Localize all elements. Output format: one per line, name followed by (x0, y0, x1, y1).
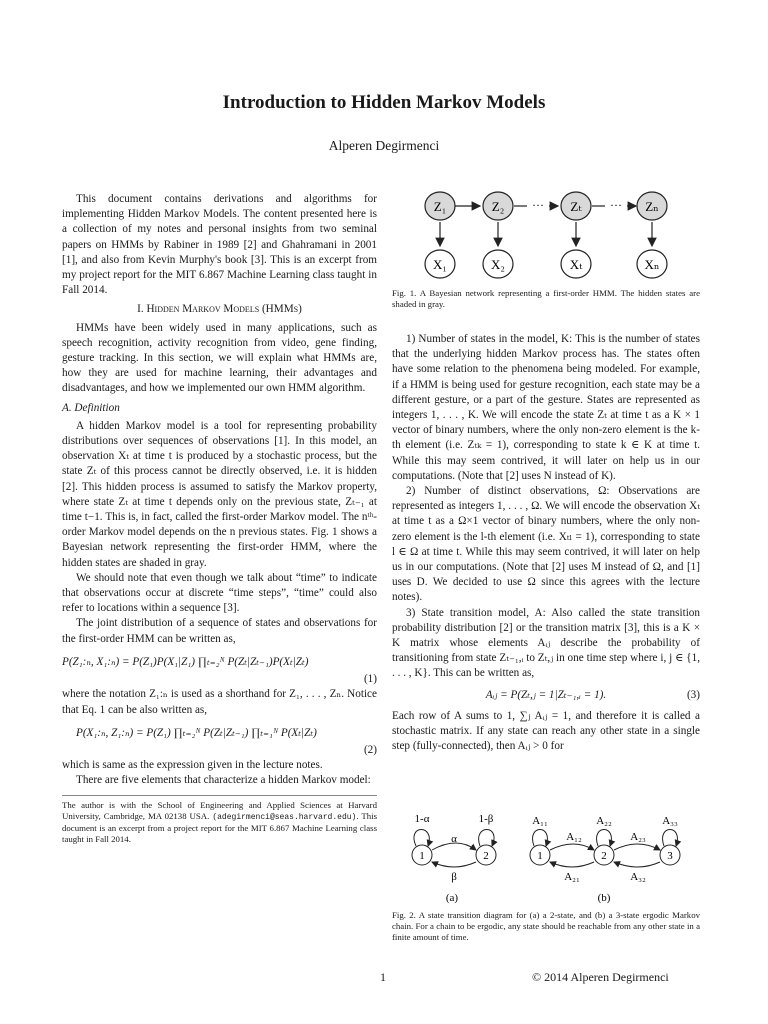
author-name: Alperen Degirmenci (328, 138, 440, 153)
diagram-a-state-2: 2 (483, 850, 489, 862)
element-2-paragraph: 2) Number of distinct observations, Ω: Observations are represented as integers 1, . . . , Ω. We will encode the observation Xₜ at time t as a Ω×1 vector of binary numbers, where the only non-zero element is the l-th element (i.e. Xₜₗ = 1), corresponding to state l ∈ Ω at time t. While this may seem contrived, it will later on help us in our computations. (Note that [2] uses M instead of Ω, and [1] uses D. We decided to use Ω since this agrees with the lecture notes). (392, 485, 700, 604)
definition-paragraph-2: We should note that even though we talk about “time” to indicate that observations occur at discrete “time steps”, “time” could also refer to locations within a sequence [3]. (62, 571, 377, 615)
diagram-b-a22: A₂₂ (596, 815, 612, 827)
left-column (62, 192, 377, 845)
equation-2-body: P(X₁:ₙ, Z₁:ₙ) = P(Z₁) ∏ₜ₌₂ᴺ P(Zₜ|Zₜ₋₁) ∏ₜ₌₁ᴺ P(Xₜ|Zₜ) (76, 726, 317, 739)
diagram-b-a11: A₁₁ (532, 815, 548, 827)
node-xn (637, 250, 667, 278)
section1-paragraph: HMMs have been widely used in many applications, such as speech recognition, activity recognition from video, gene finding, gesture tracking. In this section, we will explain what HMMs are, how they are used for machine learning, their advantages and disadvantages, and how we implemented our own HMM algorithm. (62, 321, 377, 395)
equation-3 (392, 688, 700, 703)
notation-paragraph: where the notation Z₁:ₙ is used as a shorthand for Z₁, . . . , Zₙ. Notice that Eq. 1 can be also written as, (62, 688, 377, 716)
footnote (62, 795, 377, 845)
equation-3-number: (3) (686, 688, 700, 701)
footnote-affiliation: The author is with the School of Engineering and Applied Sciences at Harvard University, Cambridge, MA 02138 USA. (62, 799, 377, 821)
figure-1-caption: Fig. 1. A Bayesian network representing a first-order HMM. The hidden states are shaded in gray. (392, 288, 700, 309)
node-zt (561, 192, 591, 220)
fig1-dots-2: ··· (610, 198, 622, 212)
subsection-definition: A. Definition (62, 401, 120, 414)
node-z2 (483, 192, 513, 220)
equation-1-number: (1) (363, 673, 377, 686)
diagram-b-state-3: 3 (667, 850, 673, 862)
node-x2-label: X₂ (491, 257, 505, 272)
diagram-a-self-1: 1-α (414, 813, 430, 825)
paper-title: Introduction to Hidden Markov Models (222, 92, 546, 113)
element-1-paragraph: 1) Number of states in the model, K: This is the number of states that the underlying hidden Markov process has. The states often have some relation to the phenomena being modeled. For example, if a HMM is being used for gesture recognition, each state may be a different gesture, or a part of the gesture. States are represented as integers 1, . . . , K. We will encode the state Zₜ at time t as a K × 1 vector of binary numbers, where the only non-zero element is the k-th element (i.e. Zₜₖ = 1), corresponding to state k ∈ K at time t. While this may seem contrived, it will later on help us in our computations. (Note that [2] uses N instead of K). (392, 333, 700, 482)
node-x2 (483, 250, 513, 278)
diagram-b-a32: A₃₂ (630, 871, 646, 883)
element-3-paragraph: 3) State transition model, A: Also called the state transition probability distribution [2] or the transition matrix [3], this is a K × K matrix whose elements Aᵢⱼ describe the probability of transitioning from state Zₜ₋₁,ᵢ to Zₜ,ⱼ in one time step where i, j ∈ {1, . . . , K}. This can be written as, (392, 606, 700, 680)
section-heading-hmms: I. Hidden Markov Models (HMMs) (137, 303, 302, 316)
diagram-a (412, 813, 496, 904)
diagram-a-state-1: 1 (419, 850, 425, 862)
node-z1-label: Z₁ (433, 199, 447, 214)
node-xn-label: Xₙ (644, 257, 660, 272)
figure-1-bayesian-network (392, 184, 700, 284)
definition-paragraph-1: A hidden Markov model is a tool for representing probability distributions over sequences of observations [1]. In this model, an observation Xₜ at time t is produced by a stochastic process, but the state Zₜ of this process cannot be directly observed, i.e. it is hidden [2]. This hidden process is assumed to satisfy the Markov property, where state Zₜ at time t depends only on the previous state, Zₜ₋₁ at time t−1. This is, in fact, called the first-order Markov model. The nᵗʰ-order Markov model depends on the n previous states. Fig. 1 shows a Bayesian network representing the first-order HMM, where the hidden states are shaded in gray. (62, 419, 377, 569)
copyright-notice: © 2014 Alperen Degirmenci (532, 970, 669, 984)
diagram-b-a23: A₂₃ (630, 831, 646, 843)
diagram-b (530, 815, 680, 904)
node-z2-label: Z₂ (491, 199, 505, 214)
diagram-a-alpha: α (451, 833, 457, 845)
node-zn (637, 192, 667, 220)
definition-paragraph-3: The joint distribution of a sequence of states and observations for the first-order HMM can be written as, (62, 617, 377, 645)
diagram-b-a21: A₂₁ (564, 871, 580, 883)
equation-2 (76, 726, 377, 741)
figure-2-state-diagram (392, 808, 700, 908)
after-equation-paragraph: which is same as the expression given in the lecture notes. (62, 759, 323, 772)
node-zt-label: Zₜ (570, 199, 582, 214)
diagram-b-label: (b) (597, 892, 611, 904)
diagram-b-a33: A₃₃ (662, 815, 678, 827)
equation-1-body: P(Z₁:ₙ, X₁:ₙ) = P(Z₁)P(X₁|Z₁) ∏ₜ₌₂ᴺ P(Zₜ|Zₜ₋₁)P(Xₜ|Zₜ) (62, 655, 309, 668)
footnote-email: (adegirmenci@seas.harvard.edu) (212, 812, 357, 822)
diagram-a-label: (a) (445, 892, 459, 904)
abstract-text: This document contains derivations and algorithms for implementing Hidden Markov Models. The content presented here is a collection of my notes and personal insights from two seminal papers on HMMs by Rabiner in 1989 [2] and Ghahramani in 2001 [1], and also from Kevin Murphy's book [3]. This is an excerpt from my project report for the MIT 6.867 Machine Learning class taught in Fall 2014. (62, 193, 377, 297)
diagram-b-state-1: 1 (537, 850, 543, 862)
right-column (392, 332, 700, 754)
equation-1 (62, 655, 377, 670)
fig1-dots-1: ··· (532, 198, 544, 212)
node-zn-label: Zₙ (645, 199, 659, 214)
node-x1-label: X₁ (433, 257, 447, 272)
footnote-excerpt: . This document is an excerpt from a project report for the MIT 6.867 Machine Learning class taught in Fall 2014. (62, 810, 377, 844)
node-x1 (425, 250, 455, 278)
page-number: 1 (380, 970, 386, 984)
diagram-b-state-2: 2 (601, 850, 607, 862)
stochastic-matrix-paragraph: Each row of A sums to 1, ∑ⱼ Aᵢⱼ = 1, and therefore it is called a stochastic matrix. If any state can reach any other state in a single step (fully-connected), then Aᵢⱼ > 0 for (392, 709, 700, 753)
diagram-a-self-2: 1-β (478, 813, 494, 825)
node-xt-label: Xₜ (569, 257, 583, 272)
figure-2-caption: Fig. 2. A state transition diagram for (a) a 2-state, and (b) a 3-state ergodic Markov chain. For a chain to be ergodic, any state should be reachable from any other state in a finite amount of time. (392, 910, 700, 942)
diagram-b-a12: A₁₂ (566, 831, 582, 843)
five-elements-paragraph: There are five elements that characterize a hidden Markov model: (76, 774, 371, 787)
node-z1 (425, 192, 455, 220)
node-xt (561, 250, 591, 278)
diagram-a-beta: β (451, 871, 457, 883)
equation-2-number: (2) (363, 743, 377, 756)
equation-3-body: Aᵢⱼ = P(Zₜ,ⱼ = 1|Zₜ₋₁,ᵢ = 1). (485, 688, 607, 701)
